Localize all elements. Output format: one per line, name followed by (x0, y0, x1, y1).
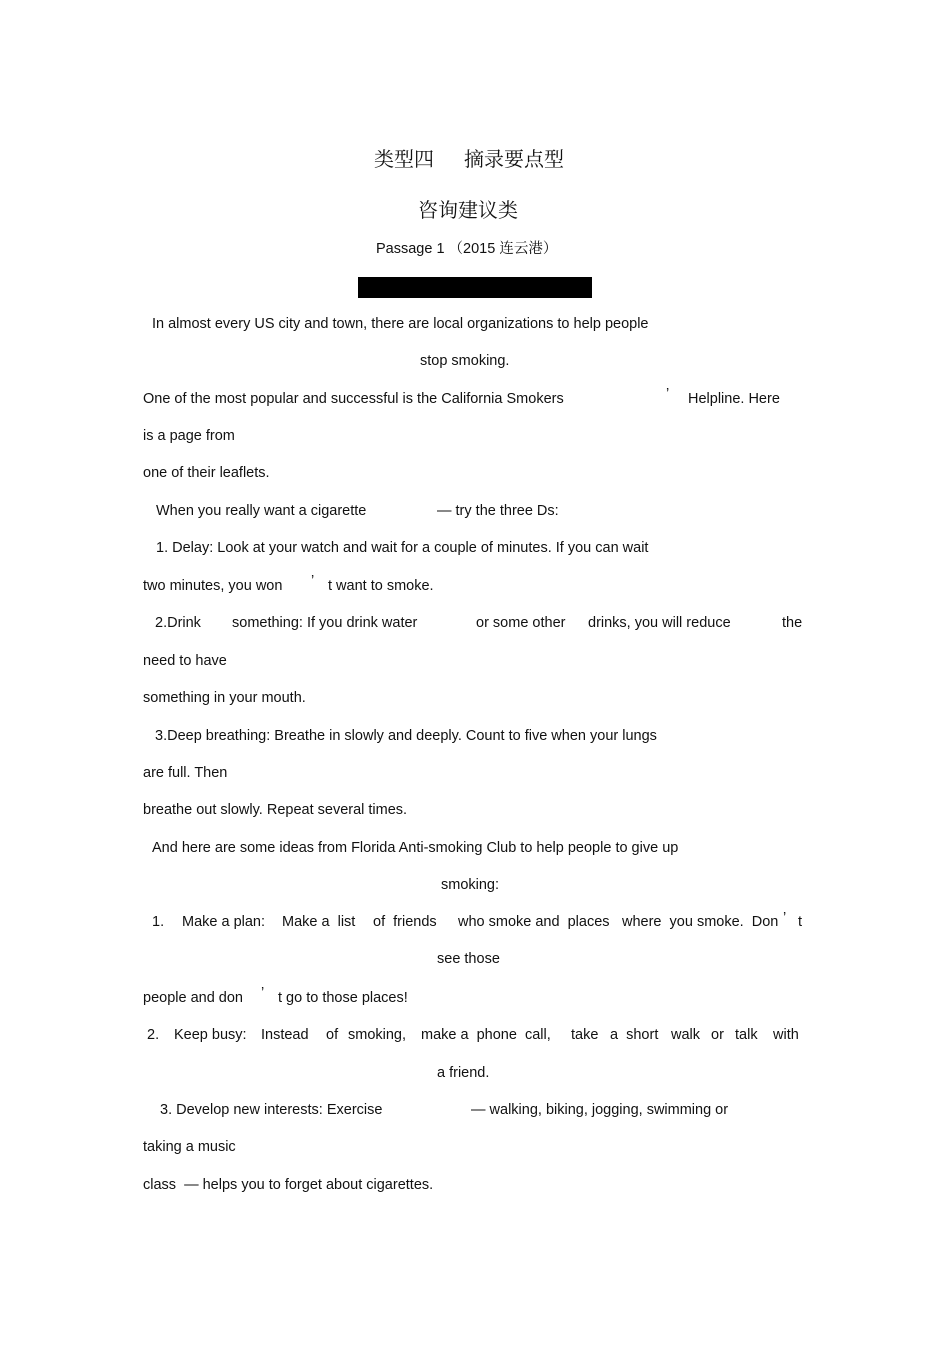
text-line: breathe out slowly. Repeat several times. (143, 802, 408, 818)
text-line: or some other (476, 615, 566, 631)
text-line: with (773, 1027, 799, 1043)
text-line: 2.Drink (155, 615, 201, 631)
text-line: stop smoking. (420, 353, 510, 369)
apostrophe: ’ (783, 910, 787, 926)
passage-label: Passage 1 （2015 连云港） (376, 241, 558, 257)
text-line: see those (437, 951, 500, 967)
text-line: t (798, 914, 803, 930)
text-line: — walking, biking, jogging, swimming or (471, 1102, 729, 1118)
text-line: In almost every US city and town, there are local organizations to help people (152, 316, 649, 332)
text-line: walk (671, 1027, 701, 1043)
text-line: And here are some ideas from Florida Anti-smoking Club to help people to give up (152, 840, 679, 856)
text-line: Keep busy: (174, 1027, 247, 1043)
text-line: 3.Deep breathing: Breathe in slowly and deeply. Count to five when your lungs (155, 728, 657, 744)
text-line: a friend. (437, 1065, 490, 1081)
text-line: who smoke and places (458, 914, 610, 930)
text-line: need to have (143, 653, 227, 669)
text-line: 2. (147, 1027, 160, 1043)
text-line: t go to those places! (278, 990, 408, 1006)
text-line: the (782, 615, 803, 631)
apostrophe: ’ (311, 573, 315, 589)
text-line: Instead (261, 1027, 309, 1043)
text-line: a short (610, 1027, 659, 1043)
text-line: — try the three Ds: (437, 503, 559, 519)
text-line: drinks, you will reduce (588, 615, 731, 631)
subtitle: 咨询建议类 (418, 198, 518, 222)
text-line: 3. Develop new interests: Exercise (160, 1102, 383, 1118)
text-line: Helpline. Here (688, 391, 780, 407)
type-label: 类型四 (374, 147, 434, 171)
text-line: take (571, 1027, 599, 1043)
apostrophe: ’ (666, 386, 670, 402)
text-line: make a phone call, (421, 1027, 551, 1043)
text-line: one of their leaflets. (143, 465, 270, 481)
text-line: 1. (152, 914, 165, 930)
text-line: smoking: (441, 877, 500, 893)
text-line: class — helps you to forget about cigarettes. (143, 1177, 434, 1193)
text-line: taking a music (143, 1139, 236, 1155)
text-line: people and don (143, 990, 243, 1006)
text-line: something in your mouth. (143, 690, 306, 706)
text-line: something: If you drink water (232, 615, 418, 631)
apostrophe: ’ (261, 985, 265, 1001)
text-line: where you smoke. Don (622, 914, 779, 930)
text-line: Make a list (282, 914, 356, 930)
text-line: talk (735, 1027, 758, 1043)
text-line: of (326, 1027, 339, 1043)
text-line: smoking, (348, 1027, 407, 1043)
redaction-bar (358, 277, 592, 298)
text-line: of friends (373, 914, 437, 930)
text-line: two minutes, you won (143, 578, 283, 594)
text-line: One of the most popular and successful is the California Smokers (143, 391, 564, 407)
text-line: When you really want a cigarette (156, 503, 367, 519)
type-name: 摘录要点型 (464, 147, 564, 171)
text-line: Make a plan: (182, 914, 266, 930)
text-line: 1. Delay: Look at your watch and wait for a couple of minutes. If you can wait (156, 540, 649, 556)
text-line: is a page from (143, 428, 235, 444)
text-line: t want to smoke. (328, 578, 434, 594)
text-line: or (711, 1027, 724, 1043)
text-line: are full. Then (143, 765, 228, 781)
